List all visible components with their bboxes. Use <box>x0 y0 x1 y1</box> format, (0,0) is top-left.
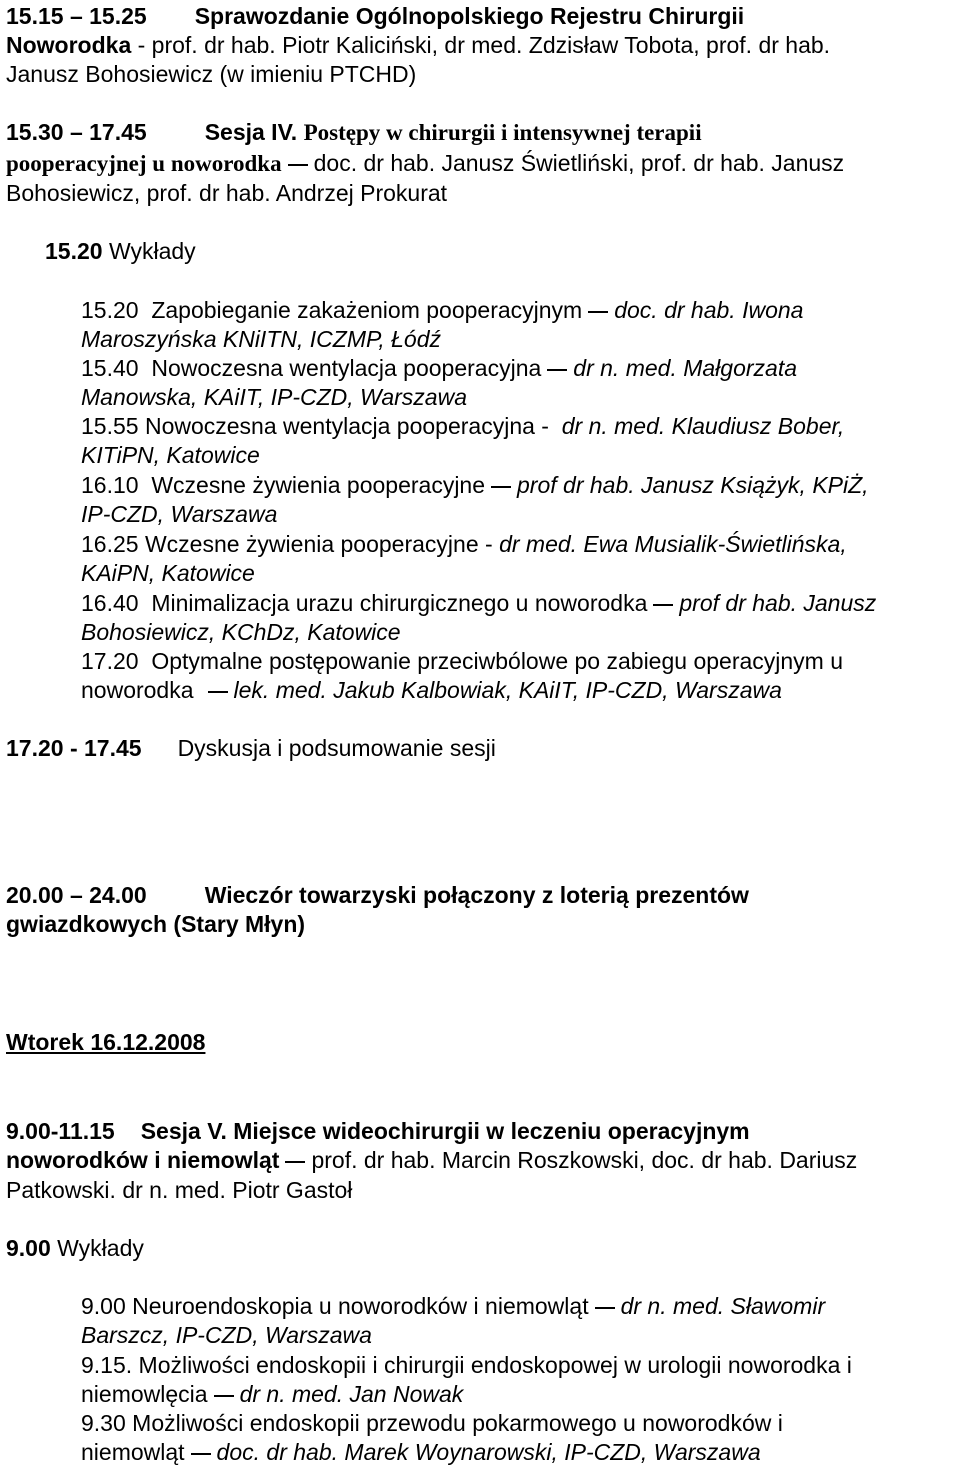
s1-title-cont: Noworodka <box>6 32 132 58</box>
talk-time: 16.40 <box>81 590 139 616</box>
talk-speaker: prof dr hab. Janusz Książyk, KPiŻ, <box>517 472 869 498</box>
talk-speaker: dr n. med. Małgorzata <box>573 355 798 381</box>
talk-line: 9.30 Możliwości endoskopii przewodu pokarmowego u noworodków i <box>81 1410 783 1436</box>
talk-time: 17.20 <box>81 648 139 674</box>
s2-chairs: doc. dr hab. Janusz Świetliński, prof. dr hab. Janusz <box>313 150 845 176</box>
s5-line2 <box>6 1146 857 1175</box>
dash <box>214 1395 234 1397</box>
talk-title: Wczesne żywienia pooperacyjne - <box>144 531 493 557</box>
dash <box>285 1161 305 1163</box>
lectures-time: 9.00 <box>6 1235 51 1261</box>
s1-line2 <box>6 31 830 60</box>
talk-speaker-cont: KITiPN, Katowice <box>81 442 260 468</box>
talk-title: Nowoczesna wentylacja pooperacyjna - <box>144 413 549 439</box>
talk-title: Minimalizacja urazu chirurgicznego u noworodka <box>151 590 648 616</box>
talk-line <box>81 296 803 325</box>
talk-time: 16.10 <box>81 472 139 498</box>
talk-time: 15.20 <box>81 297 139 323</box>
s1-authors: - prof. dr hab. Piotr Kaliciński, dr med. Zdzisław Tobota, prof. dr hab. <box>137 32 831 58</box>
s1-line1 <box>6 2 744 31</box>
s1-time: 15.15 – 15.25 <box>6 3 147 29</box>
talk-speaker-cont: Maroszyńska KNiITN, ICZMP, Łódź <box>81 326 442 352</box>
s5-title-cont: noworodków i niemowląt <box>6 1147 280 1173</box>
evening-time: 20.00 – 24.00 <box>6 882 147 908</box>
talk-line <box>81 530 847 559</box>
s2-title: Postępy w chirurgii i intensywnej terapii <box>303 120 702 145</box>
lectures-label: Wykłady <box>57 1235 144 1261</box>
talk-speaker: doc. dr hab. Marek Woynarowski, IP-CZD, Warszawa <box>216 1439 761 1465</box>
talk-line <box>81 589 876 618</box>
talk-speaker-cont: KAiPN, Katowice <box>81 560 255 586</box>
talk-line <box>81 1292 825 1321</box>
talk-title: Wczesne żywienia pooperacyjne <box>151 472 486 498</box>
dash <box>288 164 308 166</box>
discussion-label: Dyskusja i podsumowanie sesji <box>177 735 496 761</box>
evening-title: Wieczór towarzyski połączony z loterią prezentów <box>204 882 749 908</box>
s2-chairs-line3: Bohosiewicz, prof. dr hab. Andrzej Prokurat <box>6 180 448 206</box>
talk-title: 9.00 Neuroendoskopia u noworodków i niemowląt <box>81 1293 589 1319</box>
talk-speaker-cont: Bohosiewicz, KChDz, Katowice <box>81 619 401 645</box>
day-heading: Wtorek 16.12.2008 <box>6 1029 206 1055</box>
talk-speaker-cont: IP-CZD, Warszawa <box>81 501 278 527</box>
s5-line1 <box>6 1117 750 1146</box>
s2-lectures-heading <box>45 237 196 266</box>
s5-lectures-heading <box>6 1234 144 1263</box>
talk-title: Nowoczesna wentylacja pooperacyjna <box>151 355 542 381</box>
talk-speaker-cont: Manowska, KAiIT, IP-CZD, Warszawa <box>81 384 467 410</box>
s2-title-cont: pooperacyjnej u noworodka <box>6 151 282 176</box>
lectures-label: Wykłady <box>108 238 196 264</box>
talk-title-cont: niemowląt <box>81 1439 185 1465</box>
dash <box>595 1307 615 1309</box>
discussion-line <box>6 734 496 763</box>
talk-speaker: dr n. med. Klaudiusz Bober, <box>561 413 845 439</box>
talk-speaker: doc. dr hab. Iwona <box>614 297 804 323</box>
talk-time: 16.25 <box>81 531 139 557</box>
talk-speaker: dr n. med. Sławomir <box>620 1293 826 1319</box>
talk-line-cont <box>81 1438 761 1467</box>
talk-time: 15.55 <box>81 413 139 439</box>
s5-chairs-line3: Patkowski. dr n. med. Piotr Gastoł <box>6 1177 353 1203</box>
talk-line-cont <box>81 676 782 705</box>
talk-speaker: prof dr hab. Janusz <box>679 590 877 616</box>
talk-line <box>81 412 844 441</box>
talk-line <box>81 647 843 676</box>
s1-title: Sprawozdanie Ogólnopolskiego Rejestru Chirurgii <box>194 3 745 29</box>
talk-speaker: lek. med. Jakub Kalbowiak, KAiIT, IP-CZD, Warszawa <box>233 677 782 703</box>
talk-line-cont <box>81 1380 463 1409</box>
s2-line2 <box>6 149 844 178</box>
s2-line1 <box>6 118 702 147</box>
talk-line <box>81 354 797 383</box>
talk-line <box>81 471 869 500</box>
s5-chairs: prof. dr hab. Marcin Roszkowski, doc. dr hab. Dariusz <box>311 1147 858 1173</box>
dash <box>653 604 673 606</box>
discussion-time: 17.20 - 17.45 <box>6 735 142 761</box>
talk-title: Zapobieganie zakażeniom pooperacyjnym <box>151 297 583 323</box>
dash <box>191 1453 211 1455</box>
talk-title-cont: niemowlęcia <box>81 1381 208 1407</box>
dash <box>208 691 228 693</box>
talk-line: 9.15. Możliwości endoskopii i chirurgii endoskopowej w urologii noworodka i <box>81 1352 852 1378</box>
s5-time: 9.00-11.15 <box>6 1118 115 1144</box>
s1-authors-line3: Janusz Bohosiewicz (w imieniu PTCHD) <box>6 61 417 87</box>
talk-title: Optymalne postępowanie przeciwbólowe po zabiegu operacyjnym u <box>151 648 844 674</box>
dash <box>491 486 511 488</box>
talk-speaker-cont: Barszcz, IP-CZD, Warszawa <box>81 1322 372 1348</box>
s2-session: Sesja IV. <box>204 119 298 145</box>
evening-title-cont: gwiazdkowych (Stary Młyn) <box>6 911 306 937</box>
lectures-time: 15.20 <box>45 238 103 264</box>
dash <box>547 369 567 371</box>
s2-time: 15.30 – 17.45 <box>6 119 147 145</box>
s5-session: Sesja V. <box>140 1118 227 1144</box>
talk-time: 15.40 <box>81 355 139 381</box>
s5-title: Miejsce wideochirurgii w leczeniu operacyjnym <box>233 1118 750 1144</box>
talk-title-cont: noworodka <box>81 677 194 703</box>
evening-line1 <box>6 881 749 910</box>
talk-speaker: dr med. Ewa Musialik-Świetlińska, <box>499 531 847 557</box>
dash <box>588 311 608 313</box>
talk-speaker: dr n. med. Jan Nowak <box>239 1381 464 1407</box>
